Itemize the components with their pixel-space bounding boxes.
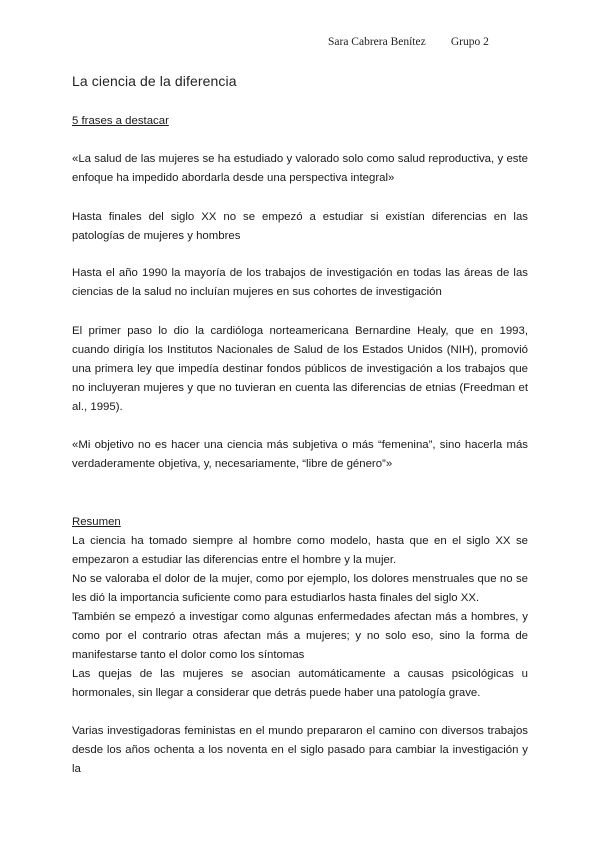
highlight-item <box>72 150 528 188</box>
summary-heading: Resumen <box>72 516 121 528</box>
highlight-text: «Mi objetivo no es hacer una ciencia más subjetiva o más “femenina”, sino hacerla más verdaderamente objetiva, y, necesariamente, “libre de género”» <box>72 439 528 470</box>
highlight-item <box>72 208 528 246</box>
author-name: Sara Cabrera Benítez <box>328 36 426 48</box>
summary-section <box>72 513 528 703</box>
highlight-text: Hasta el año 1990 la mayoría de los trabajos de investigación en todas las áreas de las ciencias de la salud no incluían mujeres en sus cohortes de investigación <box>72 267 528 298</box>
highlight-text: Hasta finales del siglo XX no se empezó a estudiar si existían diferencias en las patologías de mujeres y hombres <box>72 211 528 242</box>
summary-paragraph: También se empezó a investigar como algunas enfermedades afectan más a hombres, y como por el contrario otras afectan más a mujeres; y no solo eso, sino la forma de manifestarse tanto el dolor como los síntomas <box>72 611 528 661</box>
summary-paragraph: La ciencia ha tomado siempre al hombre como modelo, hasta que en el siglo XX se empezaron a estudiar las diferencias entre el hombre y la mujer. <box>72 535 528 566</box>
summary-paragraph: No se valoraba el dolor de la mujer, como por ejemplo, los dolores menstruales que no se les dió la importancia suficiente como para estudiarlos hasta finales del siglo XX. <box>72 573 528 604</box>
highlight-item <box>72 436 528 474</box>
page-header <box>328 36 560 48</box>
highlights-heading: 5 frases a destacar <box>72 115 169 127</box>
highlights-section <box>72 112 528 131</box>
summary-paragraph: Las quejas de las mujeres se asocian automáticamente a causas psicológicas u hormonales, sin llegar a considerar que detrás puede haber una patología grave. <box>72 668 528 699</box>
document-title: La ciencia de la diferencia <box>72 73 237 89</box>
closing-section <box>72 722 528 779</box>
group-label: Grupo 2 <box>450 36 489 48</box>
closing-paragraph: Varias investigadoras feministas en el mundo prepararon el camino con diversos trabajos desde los años ochenta a los noventa en el siglo pasado para cambiar la investigación y la <box>72 725 528 775</box>
highlight-item <box>72 322 528 417</box>
highlight-text: El primer paso lo dio la cardióloga norteamericana Bernardine Healy, que en 1993, cuando dirigía los Institutos Nacionales de Salud de los Estados Unidos (NIH), promovió una primera ley que impedía destinar fondos públicos de investigación a los trabajos que no incluyeran mujeres y que no tuvieran en cuenta las diferencias de etnias (Freedman et al., 1995). <box>72 325 528 413</box>
highlight-item <box>72 264 528 302</box>
highlight-text: «La salud de las mujeres se ha estudiado y valorado solo como salud reproductiva, y este enfoque ha impedido abordarla desde una perspectiva integral» <box>72 153 528 184</box>
